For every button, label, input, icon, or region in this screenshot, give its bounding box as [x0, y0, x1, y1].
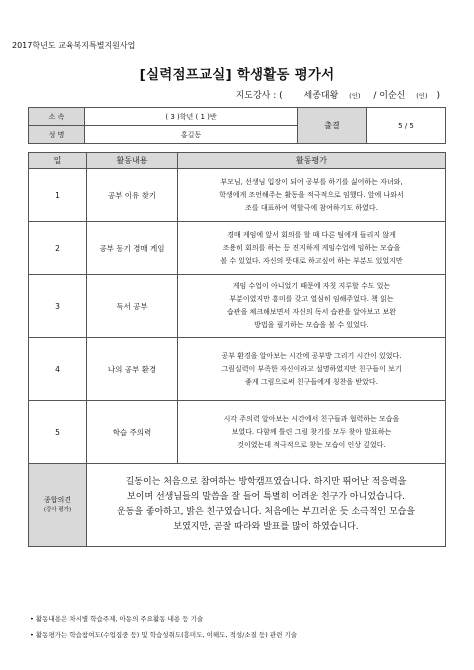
attendance-label: 출결 — [298, 108, 367, 144]
instructor-suffix: ) — [436, 91, 440, 101]
evaluation-line: 게임 수업이 아니었기 때문에 자칫 지루할 수도 있는 — [232, 282, 391, 290]
footnotes — [30, 611, 297, 643]
instructor-name-1: 세종대왕 — [303, 91, 339, 101]
activity-header-row — [29, 153, 446, 169]
col-evaluation: 활동평가 — [178, 153, 446, 169]
summary-line: 보이며 선생님들의 말씀을 잘 들어 특별히 어려운 친구가 아니었습니다. — [127, 492, 405, 502]
summary-line: 운동을 좋아하고, 밝은 친구였습니다. 처음에는 부끄러운 듯 소극적인 모습을 — [116, 507, 416, 517]
evaluation-line: 그림실력이 부족한 자신이라고 설명하였지만 친구들이 보기 — [221, 364, 402, 373]
activity-evaluation — [178, 275, 446, 338]
summary-label — [29, 464, 87, 547]
table-row — [29, 222, 446, 275]
program-header: 2017학년도 교육복지특별지원사업 — [12, 41, 136, 50]
table-row — [29, 275, 446, 338]
class-label: 소 속 — [29, 108, 85, 126]
session-number: 1 — [29, 169, 87, 222]
table-row — [29, 338, 446, 401]
document-title: [실력점프교실] 학생활동 평가서 — [139, 67, 335, 83]
activity-evaluation — [178, 222, 446, 275]
name-value: 홍길동 — [85, 126, 298, 144]
evaluation-line: 공부 환경을 알아보는 시간에 공부방 그리기 시간이 있었다. — [221, 351, 402, 360]
footnote: • 활동내용은 차시별 학습주제, 아동의 주요활동 내용 등 기술 — [30, 615, 204, 623]
activity-table — [28, 152, 446, 547]
evaluation-line: 방법을 필기하는 모습을 볼 수 있었다. — [254, 321, 369, 329]
activity-name: 공부 동기 경매 게임 — [87, 222, 178, 275]
instructor-prefix: 지도강사 : ( — [235, 91, 283, 101]
summary-line: 길동이는 처음으로 참여하는 방학캠프였습니다. 하지만 뛰어난 적응력을 — [125, 477, 407, 487]
evaluation-line: 시각 주의력 알아보는 시간에서 친구들과 협력하는 모습을 — [223, 414, 400, 423]
name-label: 성 명 — [29, 126, 85, 144]
summary-line: 보였지만, 곧잘 따라와 발표를 많이 하였습니다. — [173, 522, 359, 532]
col-activity: 활동내용 — [87, 153, 178, 169]
activity-name: 나의 공부 환경 — [87, 338, 178, 401]
instructor-name-2: / 이순신 — [373, 91, 406, 101]
session-number: 2 — [29, 222, 87, 275]
activity-name: 학습 주의력 — [87, 401, 178, 464]
seal-mark-2: (인) — [416, 92, 428, 100]
evaluation-line: 부모님, 선생님 입장이 되어 공부를 하기를 싫어하는 자녀와, — [220, 177, 403, 186]
activity-evaluation — [178, 169, 446, 222]
evaluation-line: 볼 수 있었다. 자신의 뜻대로 하고싶어 하는 부분도 있었지만 — [220, 256, 403, 265]
session-number: 5 — [29, 401, 87, 464]
evaluation-line: 경매 게임에 앞서 회의를 할 때 다른 팀에게 들리지 않게 — [227, 230, 396, 239]
summary-title: 종합의견 — [43, 495, 72, 504]
seal-mark-1: (인) — [349, 92, 361, 100]
evaluation-line: 좋게 그림으로써 친구들에게 칭찬을 받았다. — [245, 377, 378, 386]
evaluation-line: 조용히 회의를 하는 등 진지하게 게임수업에 임하는 모습을 — [222, 243, 401, 252]
col-session: 일 — [29, 153, 87, 169]
evaluation-line: 학생에게 조언해주는 활동을 적극적으로 임했다. 앞에 나와서 — [219, 190, 404, 199]
session-number: 4 — [29, 338, 87, 401]
session-number: 3 — [29, 275, 87, 338]
activity-name: 독서 공부 — [87, 275, 178, 338]
summary-row — [29, 464, 446, 547]
summary-text — [87, 464, 446, 547]
student-info-table — [28, 107, 446, 144]
evaluation-line: 조를 대표하여 역할극에 참여하기도 하였다. — [245, 203, 378, 212]
activity-evaluation — [178, 338, 446, 401]
activity-evaluation — [178, 401, 446, 464]
evaluation-line: 것이였는데 적극적으로 찾는 모습이 인상 깊었다. — [237, 440, 386, 449]
instructors-line — [232, 88, 440, 101]
activity-name: 공부 이유 찾기 — [87, 169, 178, 222]
class-value: ( 3 )학년 ( 1 )반 — [85, 108, 298, 126]
table-row — [29, 401, 446, 464]
attendance-value: 5 / 5 — [367, 108, 446, 144]
table-row — [29, 169, 446, 222]
footnote: • 활동평가는 학습참여도(수업집중 등) 및 학습성취도(흥미도, 이해도, 적성/소질 등) 관련 기술 — [30, 631, 298, 639]
summary-sublabel: (강사 평가) — [43, 506, 72, 513]
evaluation-line: 보였다. 다함께 틀린 그림 찾기를 모두 찾아 발표하는 — [231, 427, 392, 436]
evaluation-line: 부분이였지만 흥미를 갖고 열심히 임해주었다. 책 읽는 — [229, 295, 394, 303]
evaluation-line: 습관을 체크해보면서 자신의 독서 습관을 알아보고 보완 — [227, 308, 396, 316]
